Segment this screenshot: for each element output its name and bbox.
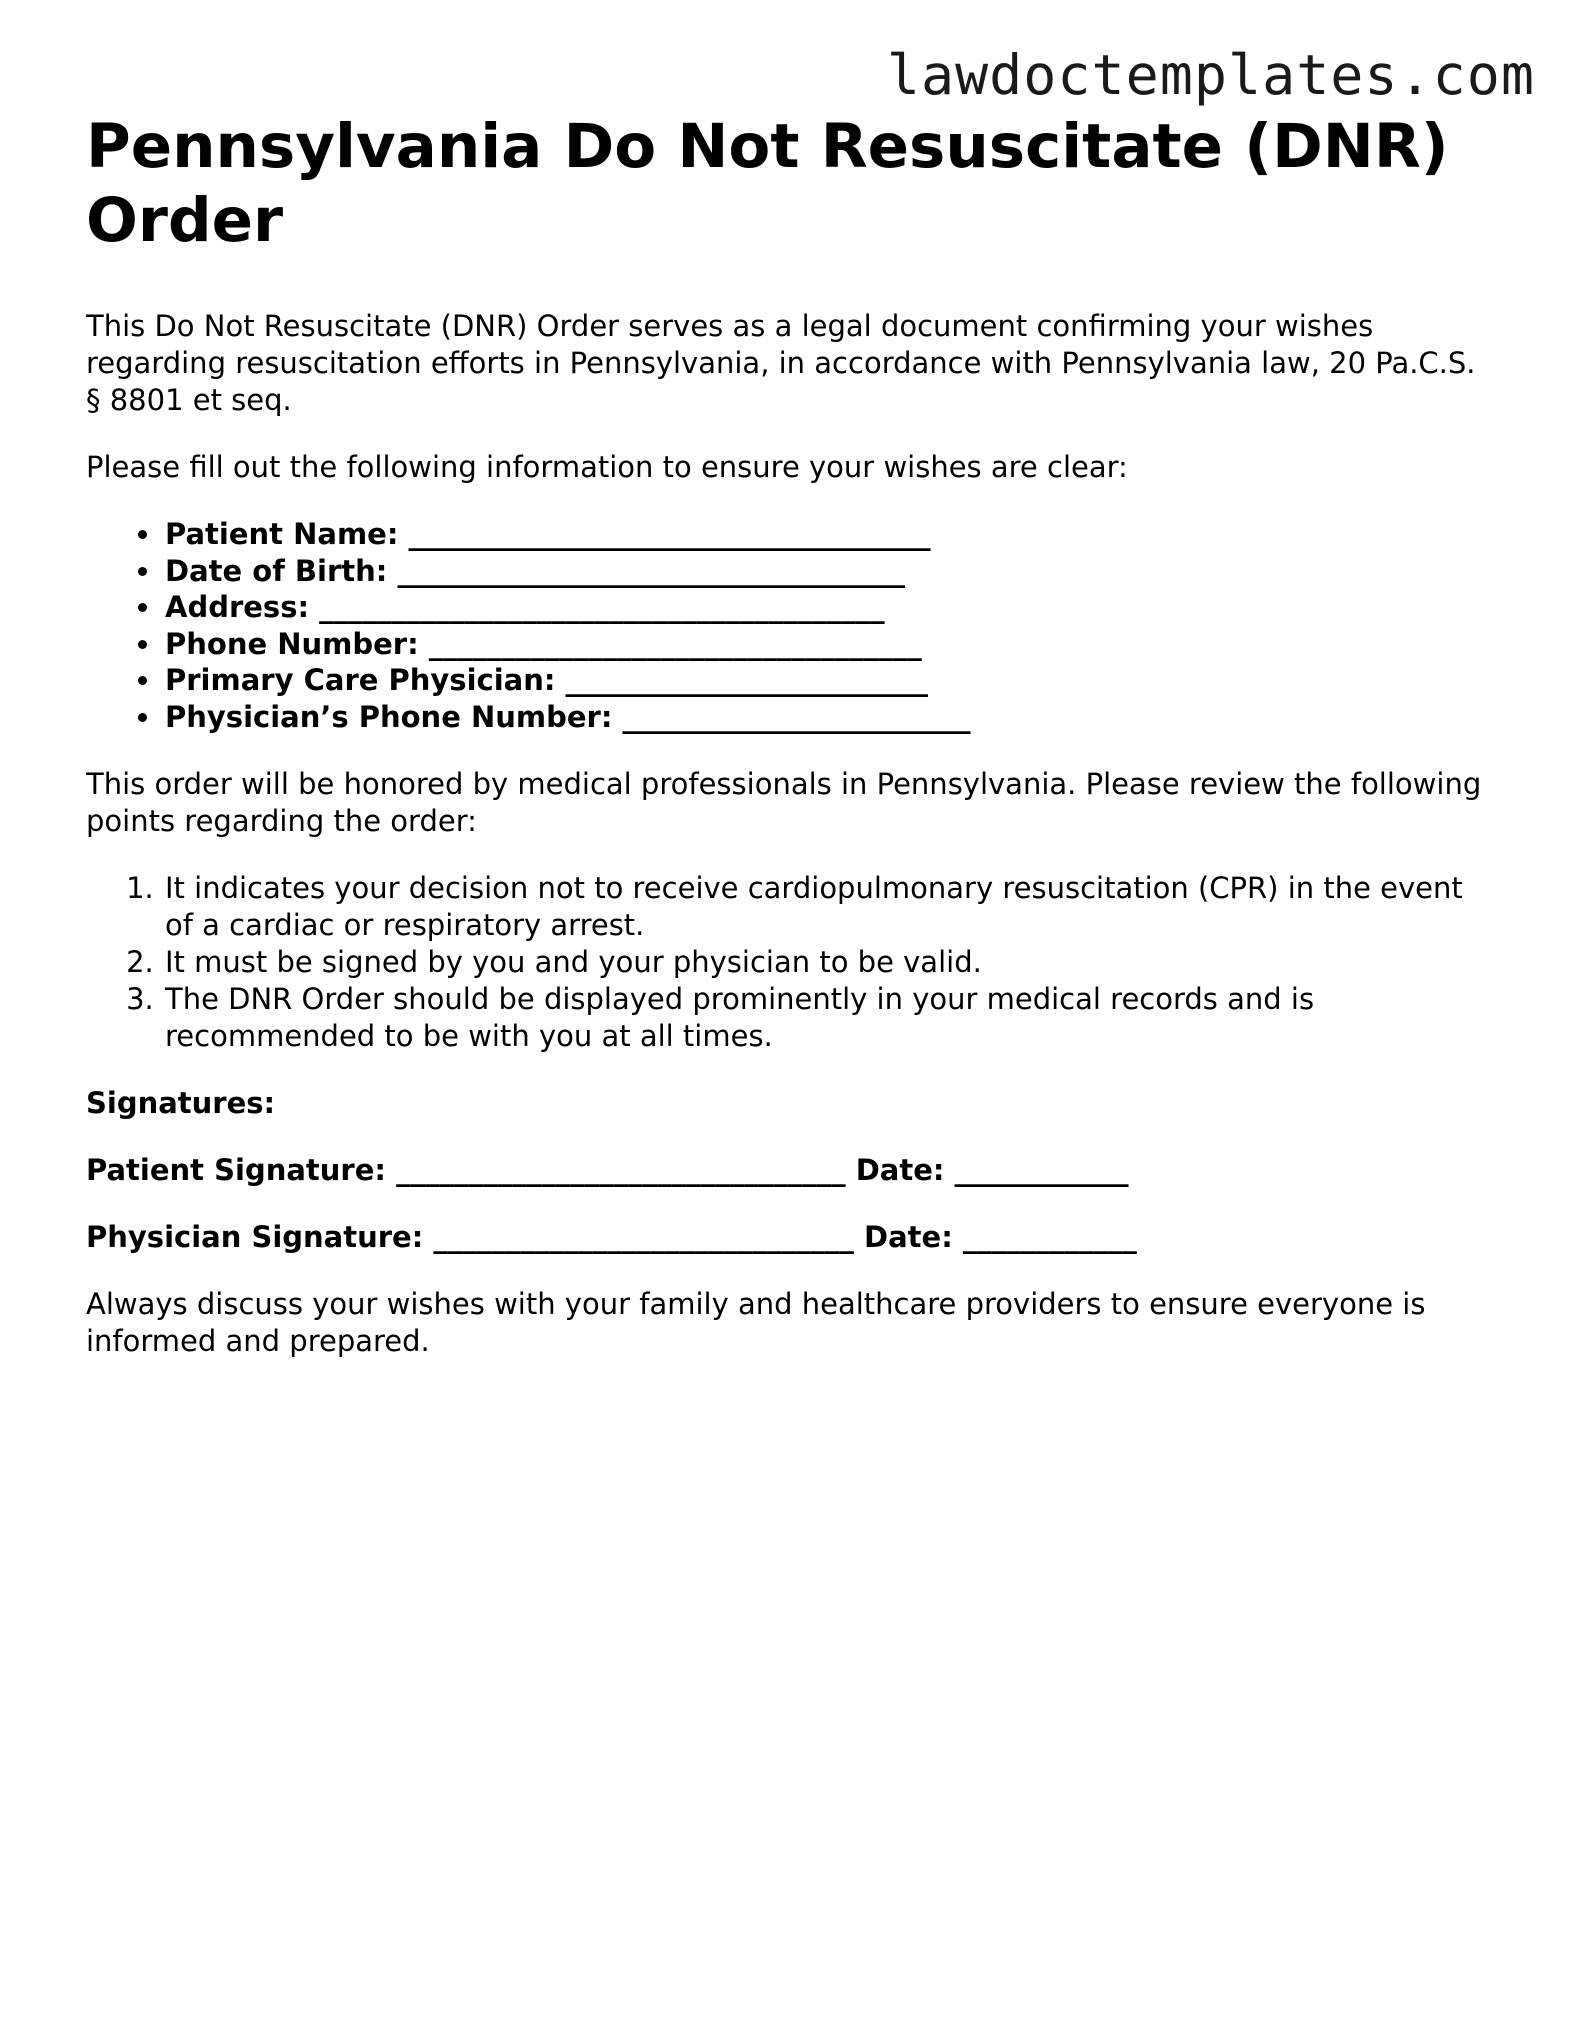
signatures-heading: Signatures:: [86, 1085, 276, 1120]
field-patient-name: • Patient Name: ____________________________________: [163, 516, 1496, 553]
field-physician-phone-number: • Physician’s Phone Number: ________________________: [163, 699, 1496, 736]
closing-paragraph: Always discuss your wishes with your family and healthcare providers to ensure everyone is informed and prepared.: [86, 1286, 1426, 1358]
intro-paragraph: This Do Not Resuscitate (DNR) Order serves as a legal document confirming your wishes regarding resuscitation efforts in Pennsylvania, in accordance with Pennsylvania law, 20 Pa.C.S. § 8801 et seq.: [86, 309, 1476, 417]
document-title: Pennsylvania Do Not Resuscitate (DNR) Order: [86, 111, 1449, 256]
field-primary-care-physician: • Primary Care Physician: _________________________: [163, 662, 1496, 699]
document-body: [86, 110, 1496, 1360]
order-point: 2. It must be signed by you and your physician to be valid.: [163, 944, 1496, 981]
order-point: 3. The DNR Order should be displayed prominently in your medical records and is recommended to be with you at all times.: [163, 981, 1496, 1055]
order-points-list: [86, 870, 1496, 1055]
honored-paragraph: This order will be honored by medical professionals in Pennsylvania. Please review the following points regarding the order:: [86, 766, 1482, 838]
patient-signature-line: Patient Signature: _______________________________ Date: ____________: [86, 1152, 1129, 1187]
physician-signature-line: Physician Signature: _____________________________ Date: ____________: [86, 1219, 1137, 1254]
patient-info-fields: [86, 516, 1496, 736]
field-address: • Address: _______________________________________: [163, 589, 1496, 626]
instructions-paragraph: Please fill out the following information to ensure your wishes are clear:: [86, 450, 1128, 484]
field-phone-number: • Phone Number: __________________________________: [163, 626, 1496, 663]
order-point: 1. It indicates your decision not to receive cardiopulmonary resuscitation (CPR) in the event of a cardiac or respiratory arrest.: [163, 870, 1496, 944]
site-watermark: lawdoctemplates.com: [886, 43, 1535, 107]
field-date-of-birth: • Date of Birth: ___________________________________: [163, 553, 1496, 590]
